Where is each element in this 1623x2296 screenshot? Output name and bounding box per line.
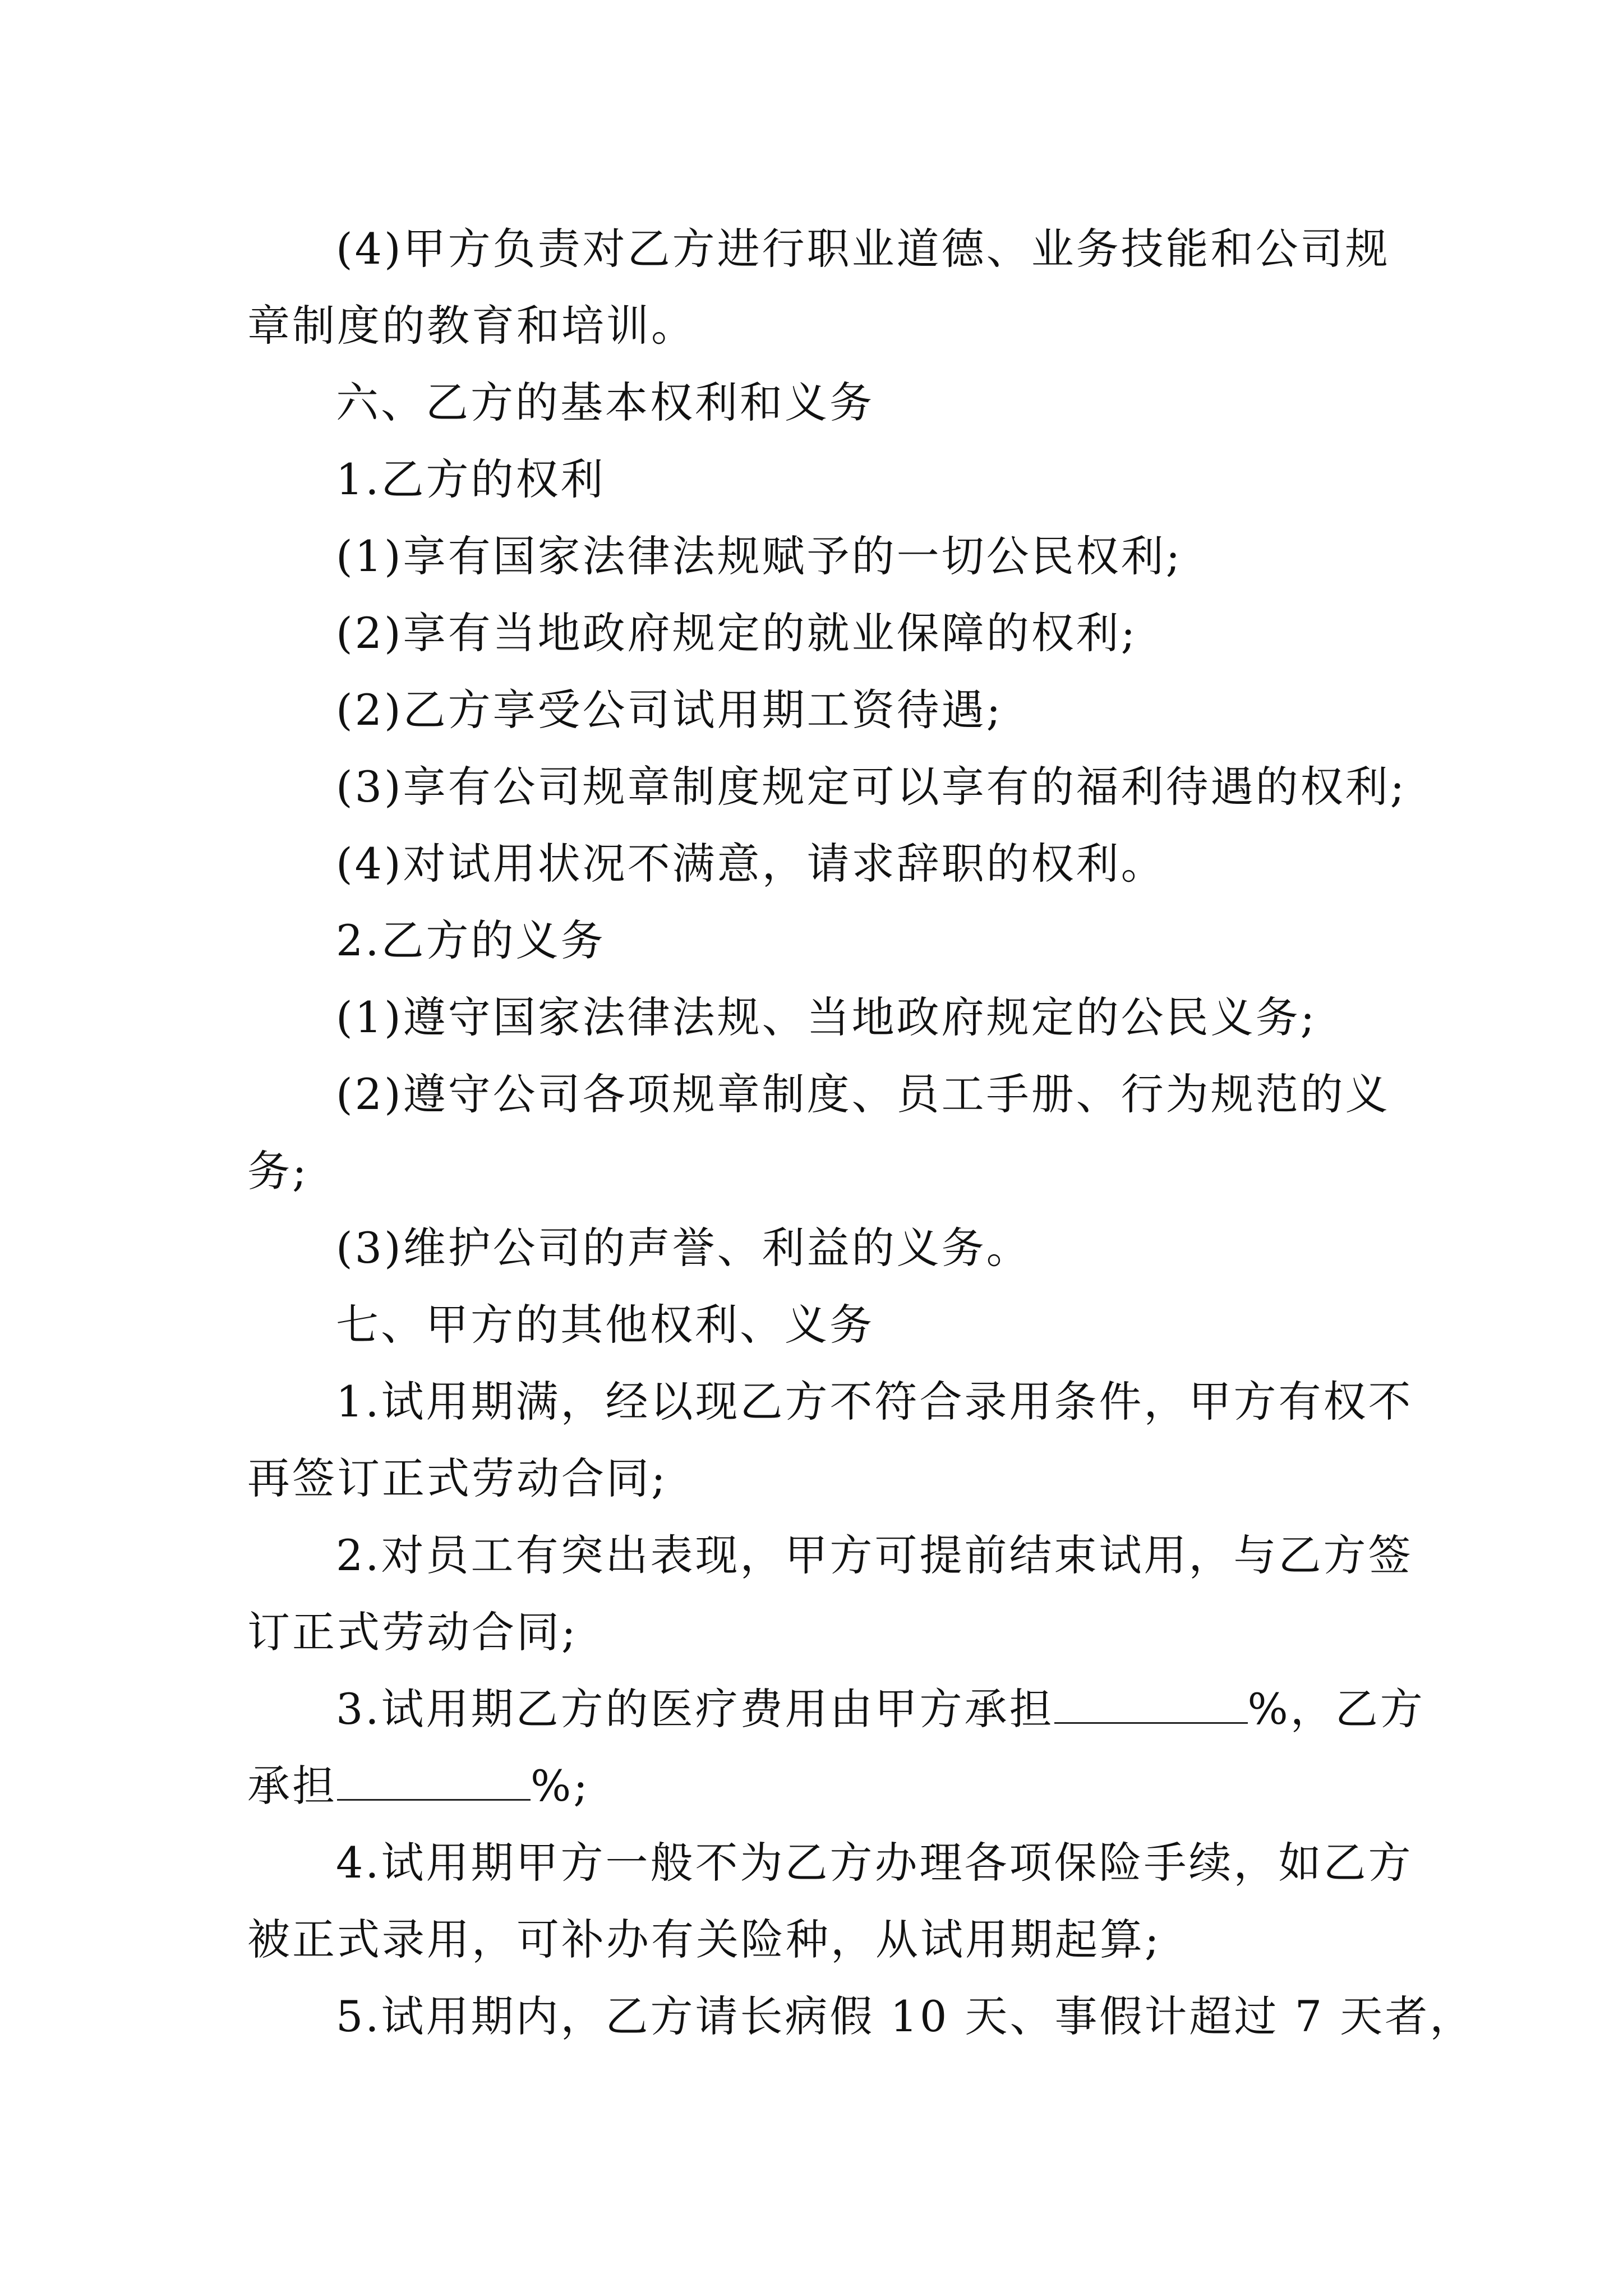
clause-text-continued: 务; <box>247 1146 309 1196</box>
section-heading: 六、乙方的基本权利和义务 <box>336 378 874 427</box>
medical-cost-clause <box>247 1671 1425 1747</box>
clause-text: (2)乙方享受公司试用期工资待遇; <box>336 685 1003 735</box>
clause-text: (1)享有国家法律法规赋予的一切公民权利; <box>336 531 1183 581</box>
medical-cost-suffix-2: %; <box>531 1761 590 1811</box>
medical-cost-prefix-2: 承担 <box>247 1761 337 1811</box>
clause-text: (1)遵守国家法律法规、当地政府规定的公民义务; <box>336 992 1317 1042</box>
clause-text: (2)享有当地政府规定的就业保障的权利; <box>336 608 1138 658</box>
clause-text: (4)对试用状况不满意，请求辞职的权利。 <box>336 839 1166 889</box>
medical-cost-prefix: 3.试用期乙方的医疗费用由甲方承担 <box>336 1684 1054 1734</box>
party-b-percentage-blank[interactable] <box>337 1765 531 1801</box>
clause-text-continued: 章制度的教育和培训。 <box>247 301 696 351</box>
section-heading: 七、甲方的其他权利、义务 <box>336 1300 874 1350</box>
clause-text-continued: 再签订正式劳动合同; <box>247 1453 668 1503</box>
clause-text: 2.对员工有突出表现，甲方可提前结束试用，与乙方签 <box>336 1530 1413 1580</box>
clause-text: (2)遵守公司各项规章制度、员工手册、行为规范的义 <box>336 1069 1390 1119</box>
subsection-heading: 2.乙方的义务 <box>336 915 606 965</box>
clause-text: 4.试用期甲方一般不为乙方办理各项保险手续，如乙方 <box>336 1838 1413 1888</box>
document-body <box>247 210 1475 2055</box>
clause-text-continued: 订正式劳动合同; <box>247 1607 578 1657</box>
party-a-percentage-blank[interactable] <box>1054 1688 1248 1724</box>
clause-text-continued: 被正式录用，可补办有关险种，从试用期起算; <box>247 1915 1161 1964</box>
subsection-heading: 1.乙方的权利 <box>336 454 606 504</box>
medical-cost-clause-continued <box>247 1747 1414 1824</box>
medical-cost-suffix: %，乙方 <box>1247 1684 1425 1734</box>
clause-text: (4)甲方负责对乙方进行职业道德、业务技能和公司规 <box>336 224 1390 274</box>
clause-text: 1.试用期满，经以现乙方不符合录用条件，甲方有权不 <box>336 1377 1413 1427</box>
clause-text: (3)维护公司的声誉、利益的义务。 <box>336 1223 1031 1273</box>
clause-text: (3)享有公司规章制度规定可以享有的福利待遇的权利; <box>336 762 1407 812</box>
clause-text: 5.试用期内，乙方请长病假 10 天、事假计超过 7 天者， <box>336 1991 1475 2041</box>
